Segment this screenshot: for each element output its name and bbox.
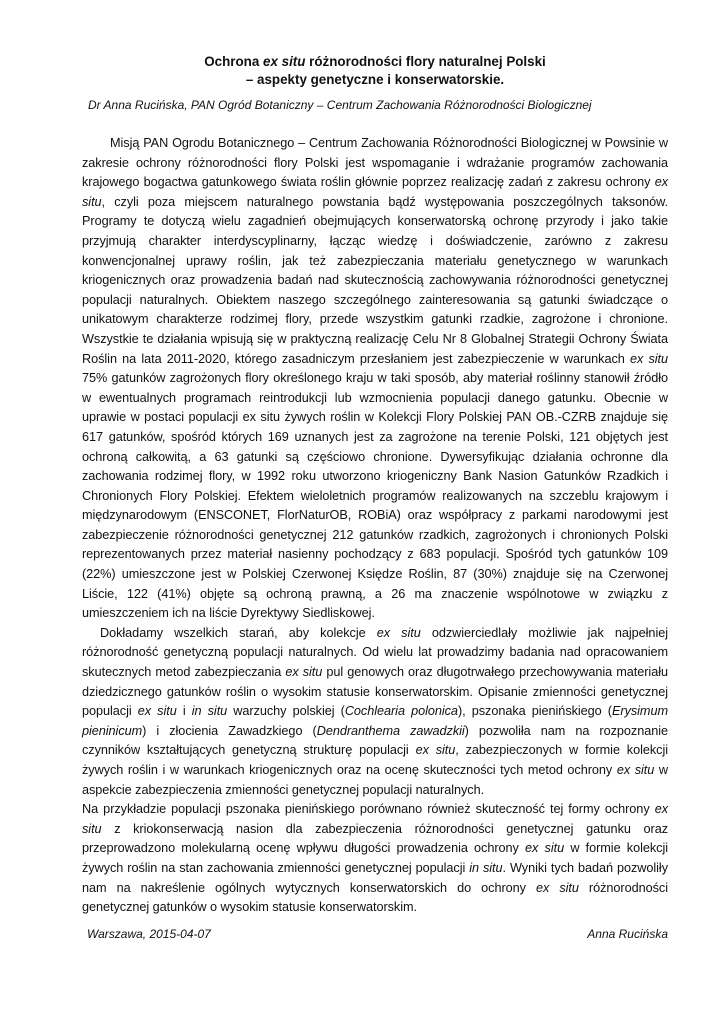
paragraph-1: [82, 134, 668, 624]
place-date: Warszawa, 2015-04-07: [87, 926, 211, 941]
text-run: ) pozwoliła nam na rozpoznanie czynników kształtujących genetyczną strukturę populacji: [82, 723, 668, 758]
italic-term: ex situ: [376, 625, 421, 640]
text-run: z kriokonserwacją nasion dla zabezpieczenia różnorodności genetycznej gatunku oraz przeprowadzono molekularną ocenę wpływu długości prowadzenia ochrony: [82, 821, 668, 856]
italic-term: ex situ: [629, 351, 668, 366]
italic-term: ex situ: [536, 880, 579, 895]
title-line-2: – aspekty genetyczne i konserwatorskie.: [245, 72, 505, 87]
italic-term: Dendranthema zawadzkii: [316, 723, 465, 738]
text-run: pul genowych oraz długotrwałego przechowywania materiału dziedzicznego gatunków roślin o wysokim statusie konserwatorskim. Opisanie zmienności genetycznej populacji: [82, 665, 668, 719]
paragraph-2: [82, 624, 668, 800]
italic-term: ex situ: [137, 704, 177, 719]
text-run: . Wyniki tych badań pozwoliły nam na nakreślenie ogólnych wytycznych konserwatorskich do ochrony: [82, 860, 668, 895]
text-run: w formie kolekcji żywych roślin na stan zachowania zmienności genetycznej populacji: [82, 841, 668, 875]
title-line-1: Ochrona ex situ różnorodności flory naturalnej Polski: [204, 54, 546, 69]
text-run: ), pszonaka pienińskiego (: [457, 704, 612, 719]
document-title: [82, 53, 668, 89]
text-run: Na przykładzie populacji pszonaka pienińskiego porównano również skuteczność tej formy ochrony: [82, 802, 655, 817]
text-run: , zabezpieczonych w formie kolekcji żywych roślin i w warunkach kriogenicznych oraz na ocenę skuteczności tych metod ochrony: [82, 743, 669, 777]
signature: Anna Rucińska: [587, 926, 668, 941]
text-run: w aspekcie zabezpieczenia zmienności genetycznej populacji naturalnych.: [82, 763, 668, 797]
italic-term: ex situ: [82, 175, 668, 209]
text-run: Misją PAN Ogrodu Botanicznego – Centrum Zachowania Różnorodności Biologicznej w Powsinie w zakresie ochrony różnorodności flory Polski jest wspomaganie i wdrażanie programów zachowania krajowego bogactwa gatunkowego świata roślin głównie poprzez realizację zadań z zakresu ochrony: [82, 136, 668, 190]
italic-term: ex situ: [285, 665, 323, 680]
text-run: Dokładamy wszelkich starań, aby kolekcje: [100, 625, 377, 640]
author-line: Dr Anna Rucińska, PAN Ogród Botaniczny – Centrum Zachowania Różnorodności Biologicznej: [88, 98, 592, 112]
text-run: warzuchy polskiej (: [227, 704, 345, 719]
text-run: 75% gatunków zagrożonych flory określonego kraju w taki sposób, aby materiał roślinny stanowił źródło w ewentualnych programach reintrodukcji lub wzmocnienia populacji danego gatunku. Obecnie w uprawie w postaci populacji ex situ żywych roślin w Kolekcji Flory Polskiej PAN OB.-CZRB znajduje się 617 gatunków, spośród których 169 uznanych jest za zagrożone na terenie Polski, 121 objętych jest ochroną całkowitą, a 63 gatunki są częściowo chronione. Dywersyfikując działania ochronne dla zachowania rodzimej flory, w 1992 roku utworzono kriogeniczny Bank Nasion Gatunków Rzadkich i Chronionych Flory Polskiej. Efektem wieloletnich programów realizowanych na szczeblu krajowym i międzynarodowym (ENSCONET, FlorNaturOB, ROBiA) oraz współpracy z parkami narodowymi jest zabezpieczenie różnorodności genetycznej 212 gatunków rzadkich, zagrożonych i chronionych Polski reprezentowanych przez materiał nasienny pochodzący z 683 populacji. Spośród tych gatunków 109 (22%) umieszczone jest w Polskiej Czerwonej Księdze Roślin, 87 (30%) znajduje się na Czerwonej Liście, 122 (41%) objęte są ochroną prawną, a 26 ma znaczenie wspólnotowe w związku z umieszczeniem ich na liście Dyrektywy Siedliskowej.: [82, 371, 668, 621]
italic-term: in situ: [469, 860, 503, 875]
text-run: i: [176, 704, 192, 719]
italic-term: ex situ: [525, 841, 565, 856]
text-run: różnorodności genetycznej gatunków o wysokim statusie konserwatorskim.: [82, 880, 668, 915]
italic-term: ex situ: [616, 763, 655, 777]
text-run: odzwierciedlały możliwie jak najpełniej różnorodność genetyczną populacji naturalnych. Od wielu lat prowadzimy badania nad opracowaniem skutecznych metod zabezpieczania: [82, 625, 668, 680]
italic-term: in situ: [191, 704, 228, 719]
paragraph-3: [82, 800, 668, 918]
italic-term: Erysimum pieninicum: [82, 704, 668, 738]
italic-term: ex situ: [82, 802, 668, 836]
text-run: ) i złocienia Zawadzkiego (: [142, 723, 317, 738]
document-footer: [87, 927, 668, 941]
text-run: , czyli poza miejscem naturalnego powstania bądź występowania poszczególnych taksonów. Programy te dotyczą wielu zagadnień obejmujących konserwatorską ochronę przyrody i jako takie przyjmują charakter interdyscyplinarny, łącząc wiedzę i doświadczenie, zarówno z zakresu konwencjonalnej uprawy roślin, jak też zabezpieczania materiału genetycznego w warunkach kriogenicznych oraz prowadzenia badań nad skutecznością zachowywania różnorodności genetycznej populacji naturalnych. Obiektem naszego szczególnego zainteresowania są gatunki świadczące o unikatowym charakterze rodzimej flory, przede wszystkim gatunki rzadkie, zagrożone i chronione. Wszystkie te działania wpisują się w praktyczną realizację Celu Nr 8 Globalnej Strategii Ochrony Świata Roślin na lata 2011-2020, którego zasadniczym przesłaniem jest zabezpieczenie w warunkach: [82, 194, 668, 366]
italic-term: Cochlearia polonica: [344, 704, 458, 719]
italic-term: ex situ: [415, 743, 456, 758]
